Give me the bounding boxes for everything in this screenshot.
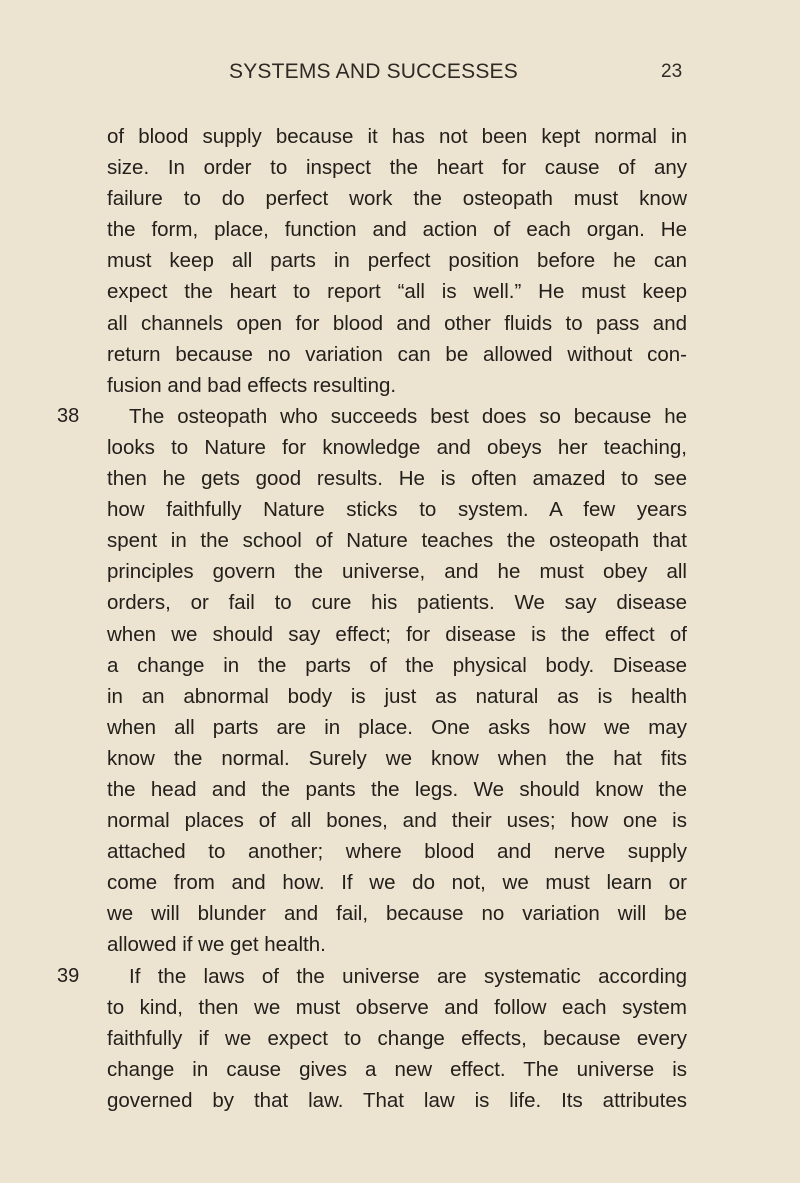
text-line: how faithfully Nature sticks to system. A few years xyxy=(107,498,687,522)
text-line: to kind, then we must observe and follow each system xyxy=(107,995,687,1019)
text-line: in an abnormal body is just as natural as is health xyxy=(107,684,687,708)
text-line: the head and the pants the legs. We should know the xyxy=(107,777,687,801)
text-line: normal places of all bones, and their uses; how one is xyxy=(107,809,687,833)
text-line: return because no variation can be allowed without con- xyxy=(107,342,687,366)
text-line: then he gets good results. He is often amazed to see xyxy=(107,467,687,491)
body-text xyxy=(57,121,687,1116)
text-line: when we should say effect; for disease is the effect of xyxy=(107,622,687,646)
text-line: a change in the parts of the physical body. Disease xyxy=(107,653,687,677)
text-line: orders, or fail to cure his patients. We say disease xyxy=(107,591,687,615)
text-line: spent in the school of Nature teaches the osteopath that xyxy=(107,529,687,553)
text-line: faithfully if we expect to change effects, because every xyxy=(107,1026,687,1050)
text-line: size. In order to inspect the heart for cause of any xyxy=(107,156,687,180)
text-line: we will blunder and fail, because no variation will be xyxy=(107,902,687,926)
text-line: the form, place, function and action of each organ. He xyxy=(107,218,687,242)
page-number: 23 xyxy=(661,61,683,82)
text-line: change in cause gives a new effect. The universe is xyxy=(107,1057,687,1081)
text-line: all channels open for blood and other fluids to pass and xyxy=(107,311,687,335)
text-line: fusion and bad effects resulting. xyxy=(107,373,397,397)
text-line: attached to another; where blood and nerve supply xyxy=(107,840,687,864)
text-line: failure to do perfect work the osteopath must know xyxy=(107,187,687,211)
text-line: looks to Nature for knowledge and obeys her teaching, xyxy=(107,435,687,459)
text-line: allowed if we get health. xyxy=(107,933,326,957)
text-line: principles govern the universe, and he must obey all xyxy=(107,560,687,584)
running-head: SYSTEMS AND SUCCESSES xyxy=(229,60,518,83)
text-line: If the laws of the universe are systematic according xyxy=(129,964,687,988)
paragraph-continuation xyxy=(107,121,687,401)
paragraph-number: 38 xyxy=(57,404,80,427)
text-line: know the normal. Surely we know when the hat fits xyxy=(107,746,687,770)
paragraph-number: 39 xyxy=(57,964,80,987)
text-line: come from and how. If we do not, we must learn or xyxy=(107,871,687,895)
text-line: must keep all parts in perfect position before he can xyxy=(107,249,687,273)
text-line: when all parts are in place. One asks how we may xyxy=(107,715,687,739)
paragraph-39 xyxy=(57,961,687,1116)
text-line: expect the heart to report “all is well.” He must keep xyxy=(107,280,687,304)
text-line: governed by that law. That law is life. Its attributes xyxy=(107,1088,687,1112)
text-line: The osteopath who succeeds best does so because he xyxy=(129,404,687,428)
text-line: of blood supply because it has not been kept normal in xyxy=(107,125,687,148)
paragraph-38 xyxy=(57,401,687,961)
